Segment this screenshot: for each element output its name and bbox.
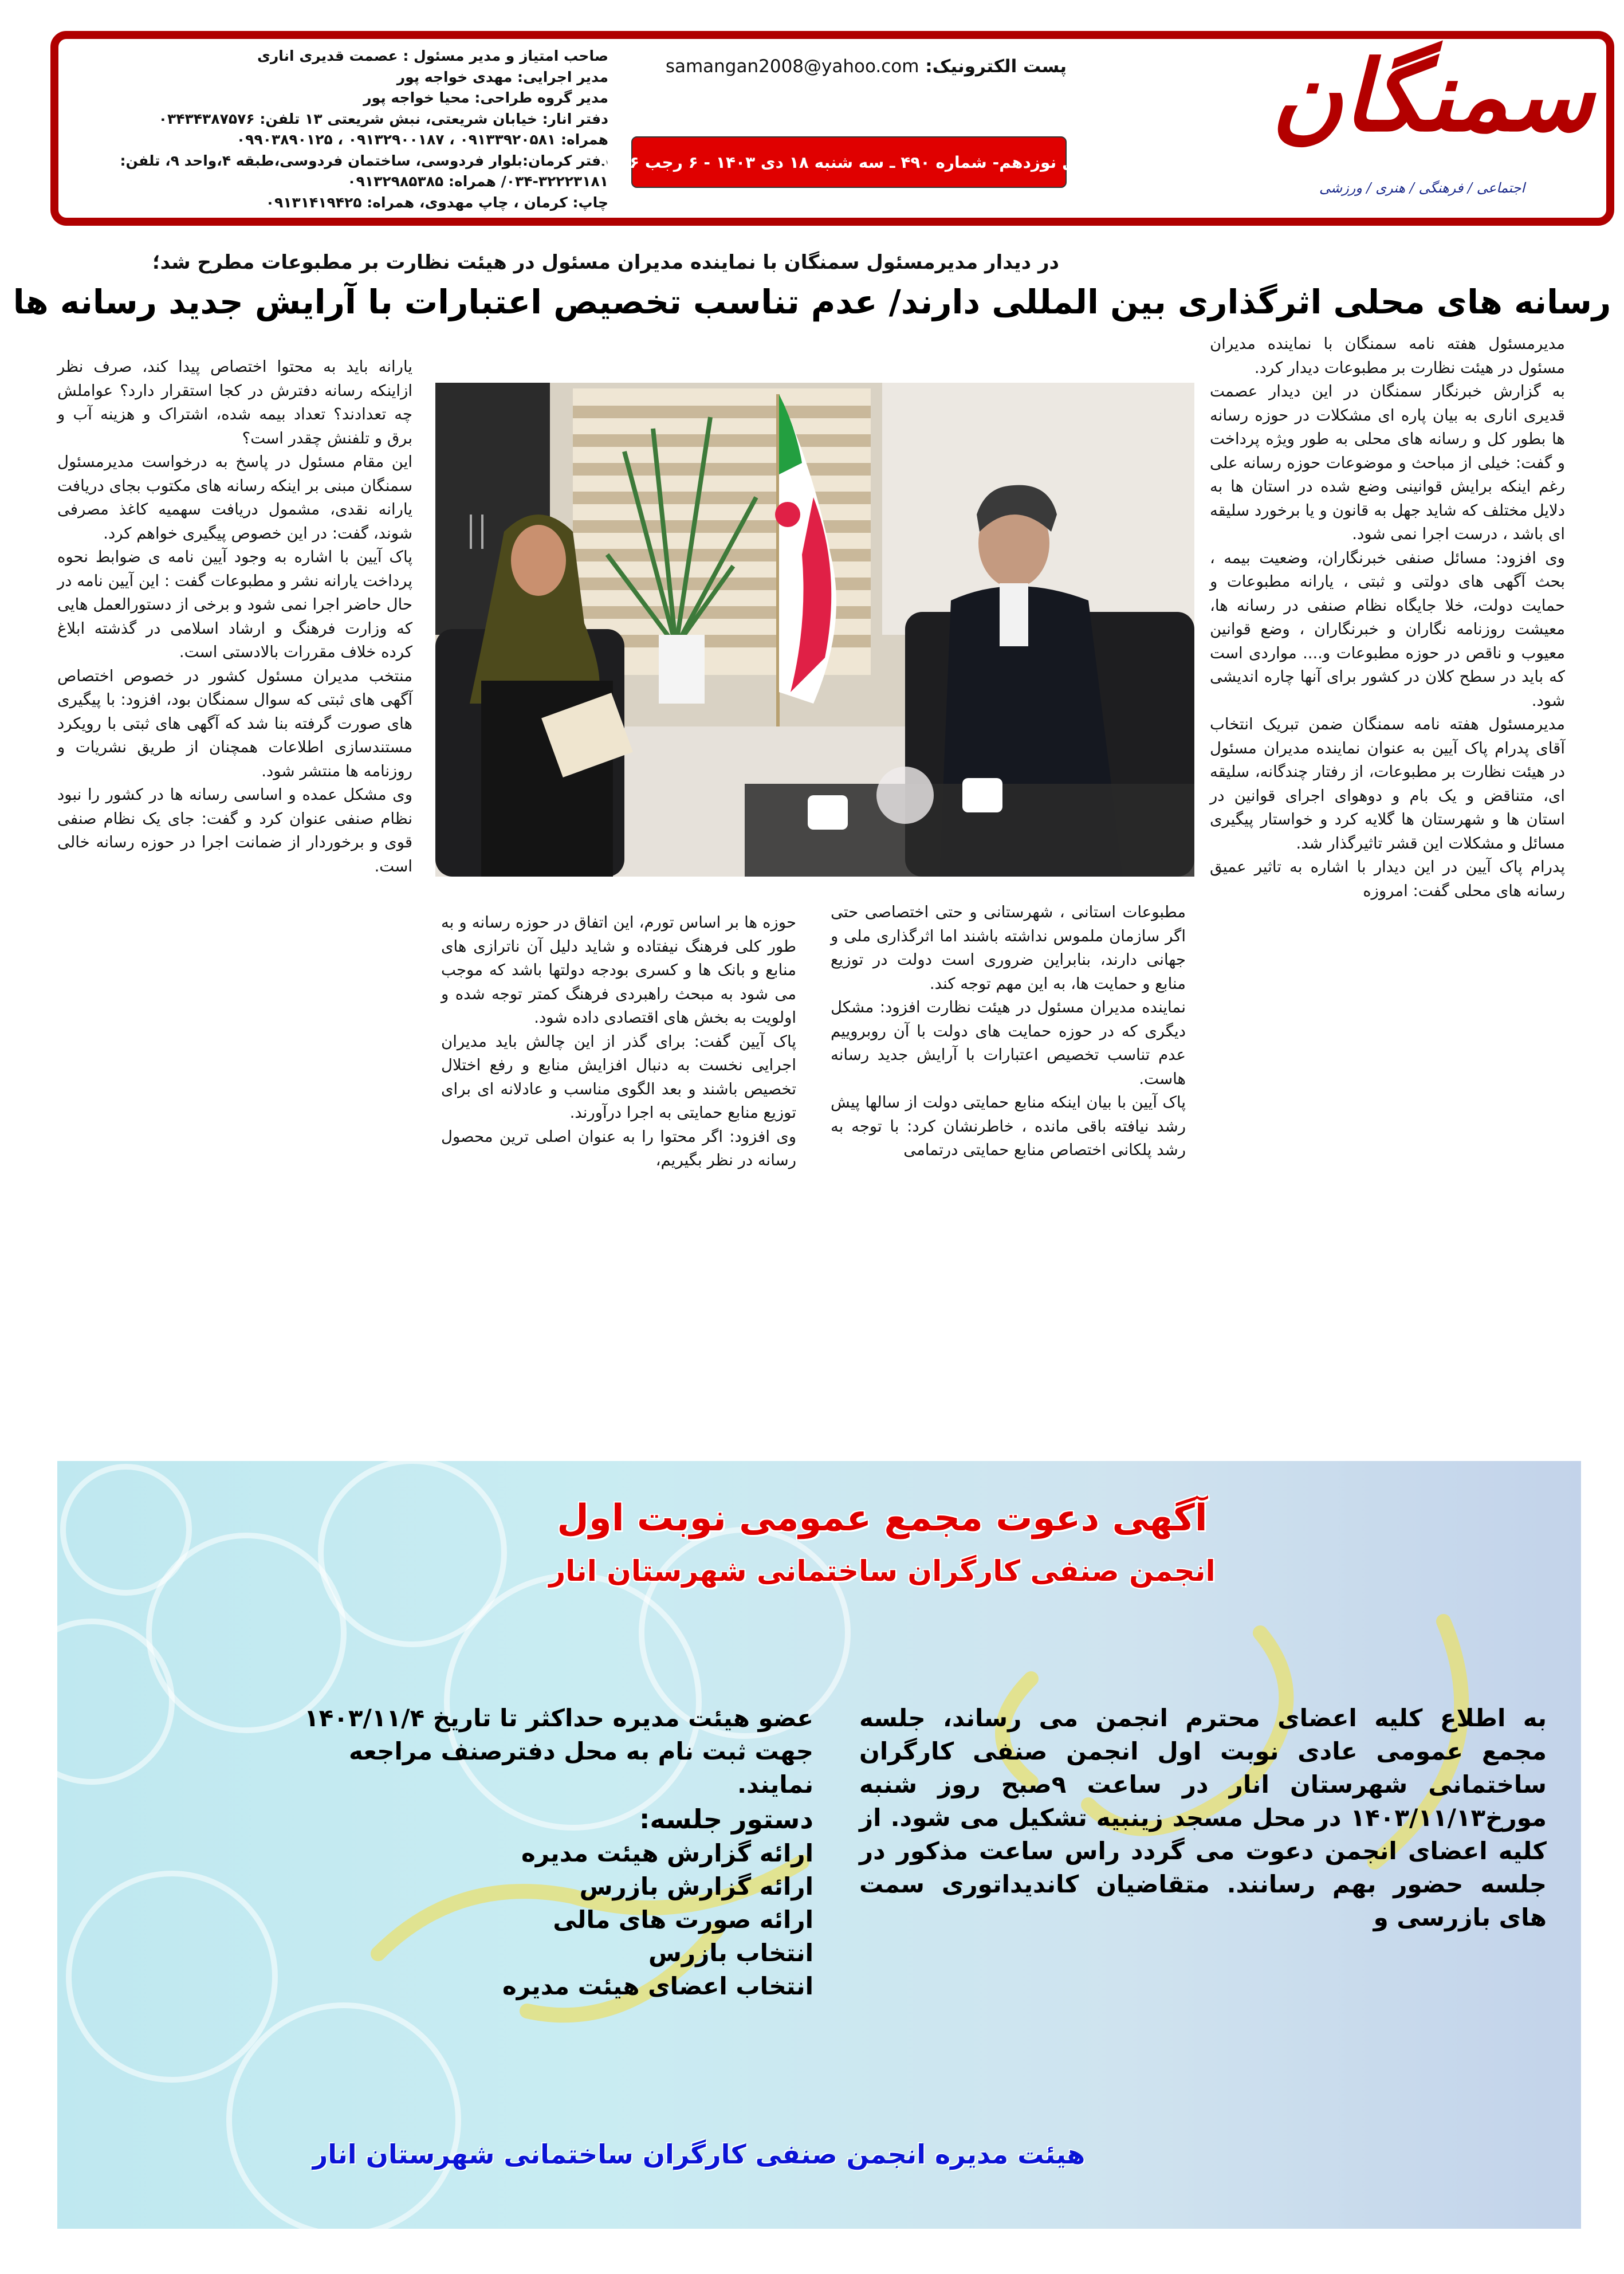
agenda-item: انتخاب اعضای هیئت مدیره	[502, 1972, 813, 2000]
paragraph: وی افزود: مسائل صنفی خبرنگاران، وضعیت بیمه ، بحث آگهی های دولتی و ثبتی ، یارانه مطبوعات و حمایت دولت، خلا جایگاه نظام صنفی در رسانه ها، معیشت روزنامه نگاران و خبرنگاران ، وضع قوانین معیوب و ناقص در حوزه مطبوعات و.... مواردی است که باید در سطح کلان در کشور برای آنها چاره اندیشی شود.	[1210, 548, 1565, 710]
meeting-photo	[435, 383, 1194, 877]
paragraph: به گزارش خبرنگار سمنگان در این دیدار عصمت قدیری اناری به بیان پاره ای مشکلات در حوزه رسانه ها بطور کل و رسانه های محلی به طور ویژه پرداخت و گفت: خیلی از مباحث و موضوعات حوزه رسانه علی رغم اینکه برایش قوانینی وضع شده در استان ها به دلایل مختلف که شاید جهل به قانون و یا برخورد سلیقه ای باشد ، درست اجرا نمی شود.	[1210, 382, 1565, 543]
paragraph: مدیرمسئول هفته نامه سمنگان با نماینده مدیران مسئول در هیئت نظارت بر مطبوعات دیدار کرد.	[1210, 335, 1565, 377]
ad-title: آگهی دعوت مجمع عمومی نوبت اول	[557, 1497, 1208, 1539]
agenda-item: ارائه گزارش بازرس	[579, 1872, 813, 1900]
agenda-item: ارائه صورت های مالی	[553, 1906, 813, 1934]
publisher-line: دفتر کرمان:بلوار فردوسی، ساختمان فردوسی،طبقه ۴،واحد ۹، تلفن:	[120, 152, 608, 169]
newspaper-logo	[1090, 39, 1605, 218]
email-line	[654, 56, 1067, 77]
publisher-line: همراه: ۰۹۱۳۳۹۲۰۵۸۱ ، ۰۹۱۳۲۹۰۰۱۸۷ ، ۰۹۹۰۳۸۹۰۱۲۵	[236, 131, 608, 148]
logo-wordmark: سمنگان	[1271, 39, 1594, 154]
publisher-line: چاپ: کرمان ، چاپ مهدوی، همراه: ۰۹۱۳۱۴۱۹۴۲۵	[265, 194, 608, 211]
email-label: پست الکترونیک:	[925, 56, 1067, 77]
paragraph: منتخب مدیران مسئول کشور در خصوص اختصاص آگهی های ثبتی که سوال سمنگان بود، افزود: با پیگیری های صورت گرفته بنا شد که آگهی های ثبتی با رویکرد مستندسازی اطلاعات همچنان از طریق نشریات و روزنامه ها منتشر شود.	[57, 666, 412, 780]
paragraph: یارانه باید به محتوا اختصاص پیدا کند، صرف نظر ازاینکه رسانه دفترش در کجا استقرار دارد؟ عواملش چه تعدادند؟ تعداد بیمه شده، اشتراک و هزینه آب و برق و تلفنش چقدر است؟	[57, 358, 412, 447]
publisher-line: صاحب امتیاز و مدیر مسئول : عصمت قدیری اناری	[257, 48, 608, 64]
publisher-line: ۰۳۴-۳۲۲۲۳۱۸۱/ همراه: ۰۹۱۳۲۹۸۵۳۸۵	[347, 173, 608, 190]
email-link[interactable]: samangan2008@yahoo.com	[665, 56, 919, 77]
paragraph: پاک آیین گفت: برای گذر از این چالش باید مدیران اجرایی نخست به دنبال افزایش منابع و رفع اختلال تخصیص باشند و بعد الگوی مناسب و عادلانه ای برای توزیع منابع حمایتی به اجرا درآورند.	[441, 1032, 796, 1122]
paragraph: وی مشکل عمده و اساسی رسانه ها در کشور را نبود نظام صنفی عنوان کرد و گفت: جای یک نظام صنفی قوی و برخوردار از ضمانت اجرا در حوزه رسانه خالی است.	[57, 786, 412, 875]
paragraph: حوزه ها بر اساس تورم، این اتفاق در حوزه رسانه و به طور کلی فرهنگ نیفتاده و شاید دلیل آن ناترازی های منابع و بانک ها و کسری بودجه دولتها باشد که موجب می شود به مبحث راهبردی فرهنگ کمتر توجه شده و اولویت به بخش های اقتصادی داده شود.	[441, 913, 796, 1027]
ad-signature: هیئت مدیره انجمن صنفی کارگران ساختمانی شهرستان انار	[312, 2139, 1086, 2170]
ad-body-left	[298, 1702, 813, 2003]
article-column-3	[441, 911, 796, 1173]
paragraph: مدیرمسئول هفته نامه سمنگان ضمن تبریک انتخاب آقای پدرام پاک آیین به عنوان نماینده مدیران مسئول در هیئت نظارت بر مطبوعات، از رفتار چندگانه، سلیقه ای، متناقض و یک بام و دوهوای اجرای قوانین در استان ها و شهرستان ها گلایه کرد و خواستار پیگیری مسائل و مشکلات این قشر تاثیرگذار شد.	[1210, 715, 1565, 853]
ad-body-right: به اطلاع کلیه اعضای محترم انجمن می رساند، جلسه مجمع عمومی عادی نوبت اول انجمن صنفی کارگران ساختمانی شهرستان انار در ساعت ۹صبح روز شنبه مورخ۱۴۰۳/۱۱/۱۳ در محل مسجد زینبیه تشکیل می شود. از کلیه اعضای انجمن دعوت می گردد راس ساعت مذکور در جلسه حضور بهم رسانند. متقاضیان کاندیداتوری سمت های بازرسی و	[859, 1704, 1547, 1931]
article-column-1	[1210, 332, 1565, 903]
issue-info-bar	[600, 136, 1098, 188]
agenda-item: ارائه گزارش هیئت مدیره	[521, 1839, 813, 1867]
logo-subtitle: اجتماعی / فرهنگی / هنری / ورزشی	[1319, 180, 1525, 196]
assembly-invitation-ad	[57, 1461, 1581, 2229]
paragraph: نماینده مدیران مسئول در هیئت نظارت افزود: مشکل دیگری که در حوزه حمایت های دولت با آن روبروییم عدم تناسب تخصیص اعتبارات با آرایش جدید رسانه هاست.	[831, 998, 1186, 1088]
publisher-line: مدیر گروه طراحی: محیا خواجه پور	[363, 89, 608, 106]
paragraph: این مقام مسئول در پاسخ به درخواست مدیرمسئول سمنگان مبنی بر اینکه رسانه های مکتوب بجای دریافت یارانه نقدی، مشمول دریافت سهمیه کاغذ مصرفی شوند، گفت: در این خصوص پیگیری خواهم کرد.	[57, 453, 412, 543]
paragraph: مطبوعات استانی ، شهرستانی و حتی اختصاصی حتی اگر سازمان ملموس نداشته باشند اما اثرگذاری ملی و جهانی دارند، بنابراین ضروری است دولت در توزیع منابع و حمایت ها، به این مهم توجه کند.	[831, 903, 1186, 993]
article-headline: رسانه های محلی اثرگذاری بین المللی دارند/ عدم تناسب تخصیص اعتبارات با آرایش جدید رسانه ها	[13, 282, 1611, 321]
photo-illustration	[435, 383, 1194, 877]
publisher-info	[81, 46, 608, 213]
article-column-2	[831, 901, 1186, 1162]
article-kicker: در دیدار مدیرمسئول سمنگان با نماینده مدیران مسئول در هیئت نظارت بر مطبوعات مطرح شد؛	[152, 251, 1059, 274]
ad-registration-text: عضو هیئت مدیره حداکثر تا تاریخ ۱۴۰۳/۱۱/۴ جهت ثبت نام به محل دفترصنف مراجعه نمایند.	[304, 1704, 813, 1798]
paragraph: پاک آیین با اشاره به وجود آیین نامه ی ضوابط نحوه پرداخت یارانه نشر و مطبوعات گفت : این آیین نامه در حال حاضر اجرا نمی شود و برخی از دستورالعمل هایی که وزارت فرهنگ و ارشاد اسلامی در گذشته ابلاغ کرده خلاف مقررات بالادستی است.	[57, 548, 412, 661]
ad-subtitle: انجمن صنفی کارگران ساختمانی شهرستان انار	[549, 1554, 1216, 1588]
article-column-4	[57, 355, 412, 878]
publisher-line: دفتر انار: خیابان شریعتی، نبش شریعتی ۱۳ تلفن: ۰۳۴۳۴۳۸۷۵۷۶	[158, 110, 608, 127]
agenda-title: دستور جلسه:	[639, 1804, 813, 1835]
masthead	[50, 31, 1614, 226]
issue-line: سال نوزدهم- شماره ۴۹۰ ـ سه شنبه ۱۸ دی ۱۴۰۳ - ۶ رجب ۱۴۴۶	[600, 152, 1098, 172]
paragraph: وی افزود: اگر محتوا را به عنوان اصلی ترین محصول رسانه در نظر بگیریم،	[441, 1127, 796, 1169]
publisher-line: مدیر اجرایی: مهدی خواجه پور	[396, 68, 608, 85]
paragraph: پدرام پاک آیین در این دیدار با اشاره به تاثیر عمیق رسانه های محلی گفت: امروزه	[1210, 858, 1565, 900]
paragraph: پاک آیین با بیان اینکه منابع حمایتی دولت از سالها پیش رشد نیافته باقی مانده ، خاطرنشان کرد: با توجه به رشد پلکانی اختصاص منابع حمایتی درتمامی	[831, 1093, 1186, 1159]
agenda-item: انتخاب بازرس	[648, 1939, 813, 1967]
